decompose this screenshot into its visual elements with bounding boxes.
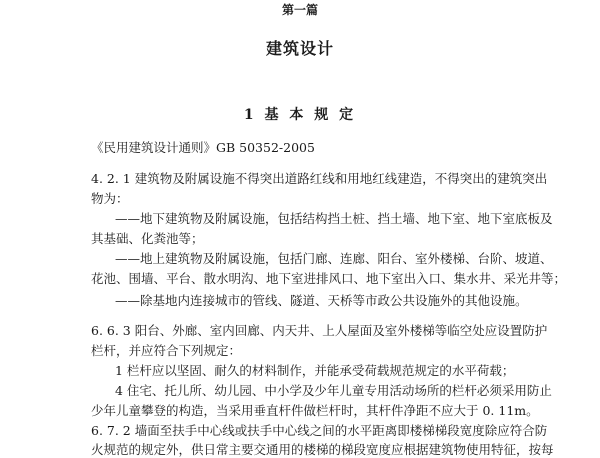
paragraph-line: 花池、围墙、平台、散水明沟、地下室进排风口、地下室出入口、集水井、采光井等； [91, 271, 567, 286]
paragraph-line: ——地下建筑物及附属设施，包括结构挡土桩、挡土墙、地下室、地下室底板及 [115, 211, 553, 226]
paragraph-line: 6. 7. 2 墙面至扶手中心线或扶手中心线之间的水平距离即楼梯梯段宽度除应符合防 [91, 423, 548, 438]
part-title: 第一篇 [281, 3, 318, 17]
main-title: 建筑设计 [265, 39, 334, 58]
paragraph-line: ——地上建筑物及附属设施，包括门廊、连廊、阳台、室外楼梯、台阶、坡道、 [115, 251, 553, 266]
paragraph-line: 4. 2. 1 建筑物及附属设施不得突出道路红线和用地红线建造，不得突出的建筑突出 [91, 171, 548, 186]
paragraph-line: 少年儿童攀登的构造，当采用垂直杆件做栏杆时，其杆件净距不应大于 0. 11m。 [91, 403, 539, 418]
paragraph-line: 物为： [91, 191, 129, 206]
paragraph-line: 栏杆，并应符合下列规定： [91, 343, 242, 358]
section-title: 1 基 本 规 定 [243, 107, 357, 123]
paragraph-line: 4 住宅、托儿所、幼儿园、中小学及少年儿童专用活动场所的栏杆必须采用防止 [115, 383, 552, 398]
paragraph-line: 6. 6. 3 阳台、外廊、室内回廊、内天井、上人屋面及室外楼梯等临空处应设置防护 [91, 323, 548, 338]
paragraph-line: 1 栏杆应以坚固、耐久的材料制作，并能承受荷载规范规定的水平荷载； [115, 363, 515, 378]
reference-standard: 《民用建筑设计通则》GB 50352-2005 [91, 140, 315, 155]
paragraph-line: 其基础、化粪池等； [91, 231, 204, 246]
paragraph-line: 火规范的规定外，供日常主要交通用的楼梯的梯段宽度应根据建筑物使用特征，按每 [91, 442, 554, 457]
paragraph-line: ——除基地内连接城市的管线、隧道、天桥等市政公共设施外的其他设施。 [115, 293, 528, 308]
